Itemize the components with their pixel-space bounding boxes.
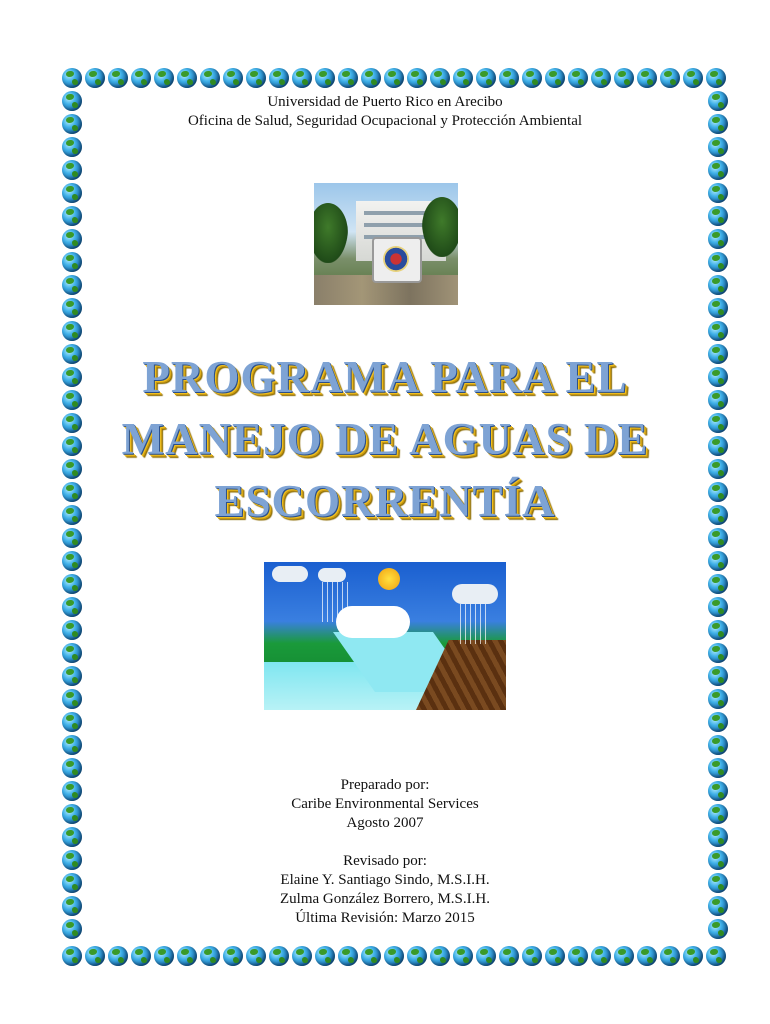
globe-icon — [62, 298, 82, 318]
globe-icon — [706, 68, 726, 88]
reviser-1: Elaine Y. Santiago Sindo, M.S.I.H. — [280, 872, 490, 888]
globe-icon — [453, 946, 473, 966]
globe-icon — [62, 712, 82, 732]
campus-building-photo — [314, 183, 458, 305]
globe-icon — [361, 68, 381, 88]
globe-icon — [453, 68, 473, 88]
globe-icon — [223, 68, 243, 88]
globe-icon — [62, 946, 82, 966]
globe-icon — [545, 946, 565, 966]
globe-icon — [154, 68, 174, 88]
cloud-icon — [272, 566, 308, 582]
document-title — [0, 346, 770, 532]
globe-icon — [315, 68, 335, 88]
globe-icon — [708, 551, 728, 571]
globe-icon — [246, 946, 266, 966]
globe-icon — [568, 946, 588, 966]
globe-icon — [706, 946, 726, 966]
globe-icon — [62, 574, 82, 594]
title-line-2: MANEJO DE AGUAS DE — [121, 414, 649, 464]
globe-icon — [708, 229, 728, 249]
globe-icon — [62, 597, 82, 617]
globe-icon — [108, 68, 128, 88]
globe-icon — [708, 574, 728, 594]
globe-icon — [177, 946, 197, 966]
office-name: Oficina de Salud, Seguridad Ocupacional y Protección Ambiental — [187, 113, 583, 129]
globe-icon — [637, 946, 657, 966]
globe-icon — [200, 68, 220, 88]
globe-icon — [85, 68, 105, 88]
globe-icon — [62, 160, 82, 180]
globe-icon — [476, 68, 496, 88]
globe-icon — [62, 643, 82, 663]
globe-icon — [614, 68, 634, 88]
globe-icon — [361, 946, 381, 966]
globe-icon — [62, 758, 82, 778]
globe-icon — [407, 68, 427, 88]
globe-icon — [522, 68, 542, 88]
globe-icon — [637, 68, 657, 88]
globe-icon — [384, 68, 404, 88]
water-cycle-diagram — [264, 562, 506, 710]
globe-icon — [338, 68, 358, 88]
globe-icon — [660, 68, 680, 88]
globe-icon — [62, 137, 82, 157]
cloud-icon — [452, 584, 498, 604]
globe-icon — [499, 946, 519, 966]
globe-icon — [62, 321, 82, 341]
globe-icon — [384, 946, 404, 966]
globe-icon — [708, 137, 728, 157]
globe-icon — [62, 735, 82, 755]
sun-icon — [378, 568, 400, 590]
document-header — [0, 93, 770, 131]
globe-icon — [108, 946, 128, 966]
prepared-by: Caribe Environmental Services — [291, 796, 479, 812]
globe-icon — [660, 946, 680, 966]
globe-icon — [683, 68, 703, 88]
globe-icon — [708, 620, 728, 640]
university-seal-icon — [372, 237, 422, 283]
globe-icon — [246, 68, 266, 88]
globe-icon — [430, 946, 450, 966]
globe-icon — [568, 68, 588, 88]
globe-icon — [223, 946, 243, 966]
globe-icon — [522, 946, 542, 966]
globe-icon — [62, 206, 82, 226]
globe-icon — [430, 68, 450, 88]
globe-icon — [591, 68, 611, 88]
globe-icon — [708, 689, 728, 709]
prepared-date: Agosto 2007 — [346, 815, 424, 831]
globe-icon — [269, 946, 289, 966]
palm-tree-right — [422, 197, 458, 257]
globe-icon — [62, 252, 82, 272]
globe-icon — [708, 735, 728, 755]
reviser-2: Zulma González Borrero, M.S.I.H. — [280, 891, 490, 907]
globe-icon — [708, 183, 728, 203]
globe-icon — [708, 758, 728, 778]
globe-icon — [708, 298, 728, 318]
globe-icon — [614, 946, 634, 966]
rain-icon — [460, 604, 490, 644]
globe-icon — [476, 946, 496, 966]
globe-icon — [708, 275, 728, 295]
globe-icon — [177, 68, 197, 88]
globe-icon — [85, 946, 105, 966]
globe-icon — [407, 946, 427, 966]
globe-icon — [315, 946, 335, 966]
globe-icon — [708, 252, 728, 272]
credits-block — [0, 776, 770, 928]
globe-icon — [62, 666, 82, 686]
globe-icon — [708, 160, 728, 180]
prepared-label: Preparado por: — [340, 777, 430, 793]
globe-icon — [292, 946, 312, 966]
globe-icon — [269, 68, 289, 88]
globe-icon — [338, 946, 358, 966]
globe-icon — [708, 643, 728, 663]
globe-icon — [708, 321, 728, 341]
globe-icon — [545, 68, 565, 88]
globe-icon — [62, 229, 82, 249]
title-line-1: PROGRAMA PARA EL — [142, 352, 628, 402]
globe-icon — [131, 68, 151, 88]
title-line-3: ESCORRENTÍA — [214, 476, 556, 526]
globe-icon — [200, 946, 220, 966]
cloud-icon — [318, 568, 346, 582]
globe-icon — [708, 597, 728, 617]
globe-icon — [708, 712, 728, 732]
globe-icon — [131, 946, 151, 966]
cloud-icon — [336, 606, 410, 638]
revised-label: Revisado por: — [343, 853, 427, 869]
globe-icon — [62, 183, 82, 203]
globe-icon — [62, 551, 82, 571]
last-revision: Última Revisión: Marzo 2015 — [295, 910, 475, 926]
globe-icon — [708, 206, 728, 226]
globe-icon — [62, 620, 82, 640]
globe-icon — [499, 68, 519, 88]
globe-icon — [62, 68, 82, 88]
globe-icon — [154, 946, 174, 966]
globe-icon — [62, 275, 82, 295]
globe-icon — [683, 946, 703, 966]
globe-icon — [591, 946, 611, 966]
university-name: Universidad de Puerto Rico en Arecibo — [267, 94, 503, 110]
globe-icon — [292, 68, 312, 88]
globe-icon — [708, 666, 728, 686]
palm-tree-left — [314, 203, 348, 263]
globe-icon — [62, 689, 82, 709]
